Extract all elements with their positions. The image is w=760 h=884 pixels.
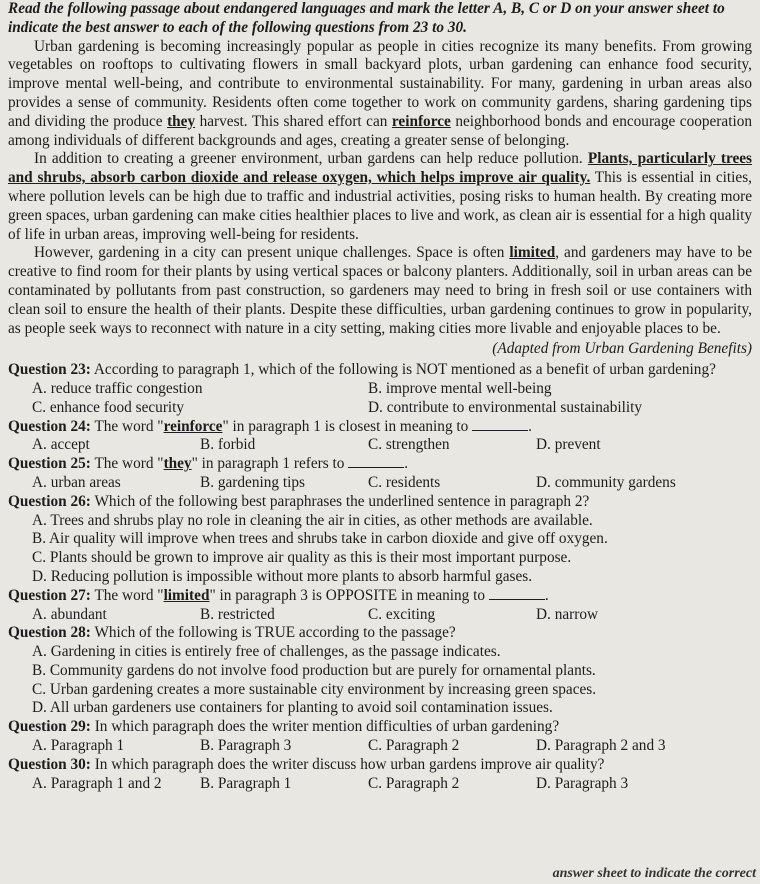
question-28 <box>8 624 752 718</box>
instruction-text: Read the following passage about endangered languages and mark the letter A, B, C or D on your answer sheet to indicate the best answer to each of the following questions from 23 to 30. <box>8 0 725 36</box>
word-they: they <box>167 112 196 130</box>
question-stem: Question 24: The word "reinforce" in paragraph 1 is closest in meaning to . <box>8 417 532 435</box>
word-reinforce: reinforce <box>391 112 451 130</box>
option-a[interactable]: A. Paragraph 1 <box>32 737 125 755</box>
option-c[interactable]: C. enhance food security <box>32 398 185 416</box>
option-d[interactable]: D. Paragraph 3 <box>536 774 629 792</box>
option-c[interactable]: C. Urban gardening creates a more sustainable city environment by increasing green spaces. <box>32 680 597 698</box>
option-d[interactable]: D. Paragraph 2 and 3 <box>536 737 666 755</box>
option-c[interactable]: C. Paragraph 2 <box>368 774 460 792</box>
option-c[interactable]: C. residents <box>368 473 441 491</box>
options <box>8 474 752 493</box>
cut-off-next-instruction: answer sheet to indicate the correct <box>552 866 756 882</box>
option-b[interactable]: B. forbid <box>200 436 256 454</box>
paragraph-3: However, gardening in a city can present unique challenges. Space is often limited, and gardeners may have to be creative to find room for their plants by using vertical spaces or balcony planters. Additionally, soil in urban areas can be contaminated by pollutants from past construction, so gardeners may need to bring in fresh soil or use containers with clean soil to ensure the health of their plants. Despite these difficulties, urban gardening continues to grow in popularity, as people seek ways to reconnect with nature in a city setting, making cities more livable and enjoyable places to be. <box>8 244 752 337</box>
option-a[interactable]: A. urban areas <box>32 473 121 491</box>
question-stem: Question 23: According to paragraph 1, which of the following is NOT mentioned as a benefit of urban gardening? <box>8 361 716 379</box>
question-stem: Question 30: In which paragraph does the writer discuss how urban gardens improve air quality? <box>8 755 605 773</box>
question-27 <box>8 587 752 625</box>
underlined-sentence: Plants, particularly trees and shrubs, absorb carbon dioxide and release oxygen, which helps improve air quality. <box>8 150 752 187</box>
option-a[interactable]: A. reduce traffic congestion <box>32 379 203 397</box>
paragraph-1: Urban gardening is becoming increasingly popular as people in cities recognize its many benefits. From growing vegetables on rooftops to cultivating flowers in small backyard plots, urban gardening can enhance food security, improve mental well-being, and contribute to environmental sustainability. For many, gardening in urban areas also provides a sense of community. Residents often come together to work on community gardens, sharing gardening tips and dividing the produce they harvest. This shared effort can reinforce neighborhood bonds and encourage cooperation among individuals of different backgrounds and ages, creating a greater sense of belonging. <box>8 37 752 149</box>
question-stem: Question 26: Which of the following best paraphrases the underlined sentence in paragraph 2? <box>8 492 590 510</box>
option-d[interactable]: D. narrow <box>536 605 599 623</box>
paragraph-2: In addition to creating a greener environment, urban gardens can help reduce pollution. Plants, particularly trees and shrubs, absorb carbon dioxide and release oxygen, which helps improve air quality. This is essential in cities, where pollution levels can be high due to traffic and industrial activities, posing risks to human health. By creating more green spaces, urban gardening can make cities healthier places to live and work, as clean air is essential for a high quality of life in urban areas, improving well-being for residents. <box>8 150 752 243</box>
options <box>8 606 752 625</box>
option-c[interactable]: C. exciting <box>368 605 436 623</box>
answer-blank <box>348 455 404 468</box>
option-d[interactable]: D. All urban gardeners use containers for planting to avoid soil contamination issues. <box>32 699 553 717</box>
option-d[interactable]: D. community gardens <box>536 473 676 491</box>
answer-blank <box>472 418 528 431</box>
passage-source: (Adapted from Urban Gardening Benefits) <box>492 340 752 358</box>
question-30 <box>8 756 752 794</box>
word-limited: limited <box>509 244 556 262</box>
option-b[interactable]: B. Paragraph 3 <box>200 737 292 755</box>
options <box>8 643 752 718</box>
option-a[interactable]: A. Paragraph 1 and 2 <box>32 774 162 792</box>
question-stem: Question 27: The word "limited" in paragraph 3 is OPPOSITE in meaning to . <box>8 586 549 604</box>
question-25 <box>8 455 752 493</box>
options <box>8 512 752 587</box>
option-c[interactable]: C. Plants should be grown to improve air quality as this is their most important purpose. <box>32 549 572 567</box>
option-a[interactable]: A. Trees and shrubs play no role in cleaning the air in cities, as other methods are available. <box>32 511 593 529</box>
option-b[interactable]: B. Paragraph 1 <box>200 774 292 792</box>
option-a[interactable]: A. Gardening in cities is entirely free of challenges, as the passage indicates. <box>32 643 501 661</box>
options <box>8 775 752 794</box>
option-b[interactable]: B. Community gardens do not involve food production but are purely for ornamental plants. <box>32 661 596 679</box>
option-d[interactable]: D. Reducing pollution is impossible without more plants to absorb harmful gases. <box>32 567 533 585</box>
options <box>8 436 752 455</box>
options <box>8 380 752 418</box>
option-b[interactable]: B. restricted <box>200 605 275 623</box>
option-b[interactable]: B. gardening tips <box>200 473 305 491</box>
question-stem: Question 25: The word "they" in paragraph 1 refers to . <box>8 455 409 473</box>
question-29 <box>8 718 752 756</box>
option-b[interactable]: B. Air quality will improve when trees and shrubs take in carbon dioxide and give off oxygen. <box>32 530 608 548</box>
question-24 <box>8 418 752 456</box>
option-b[interactable]: B. improve mental well-being <box>368 379 552 397</box>
answer-blank <box>489 587 545 600</box>
option-c[interactable]: C. Paragraph 2 <box>368 737 460 755</box>
question-23 <box>8 361 752 417</box>
option-a[interactable]: A. abundant <box>32 605 107 623</box>
option-d[interactable]: D. contribute to environmental sustainability <box>368 398 643 416</box>
question-stem: Question 28: Which of the following is TRUE according to the passage? <box>8 624 456 642</box>
options <box>8 737 752 756</box>
option-c[interactable]: C. strengthen <box>368 436 450 454</box>
option-d[interactable]: D. prevent <box>536 436 601 454</box>
question-stem: Question 29: In which paragraph does the writer mention difficulties of urban gardening? <box>8 718 560 736</box>
question-26 <box>8 493 752 587</box>
option-a[interactable]: A. accept <box>32 436 90 454</box>
